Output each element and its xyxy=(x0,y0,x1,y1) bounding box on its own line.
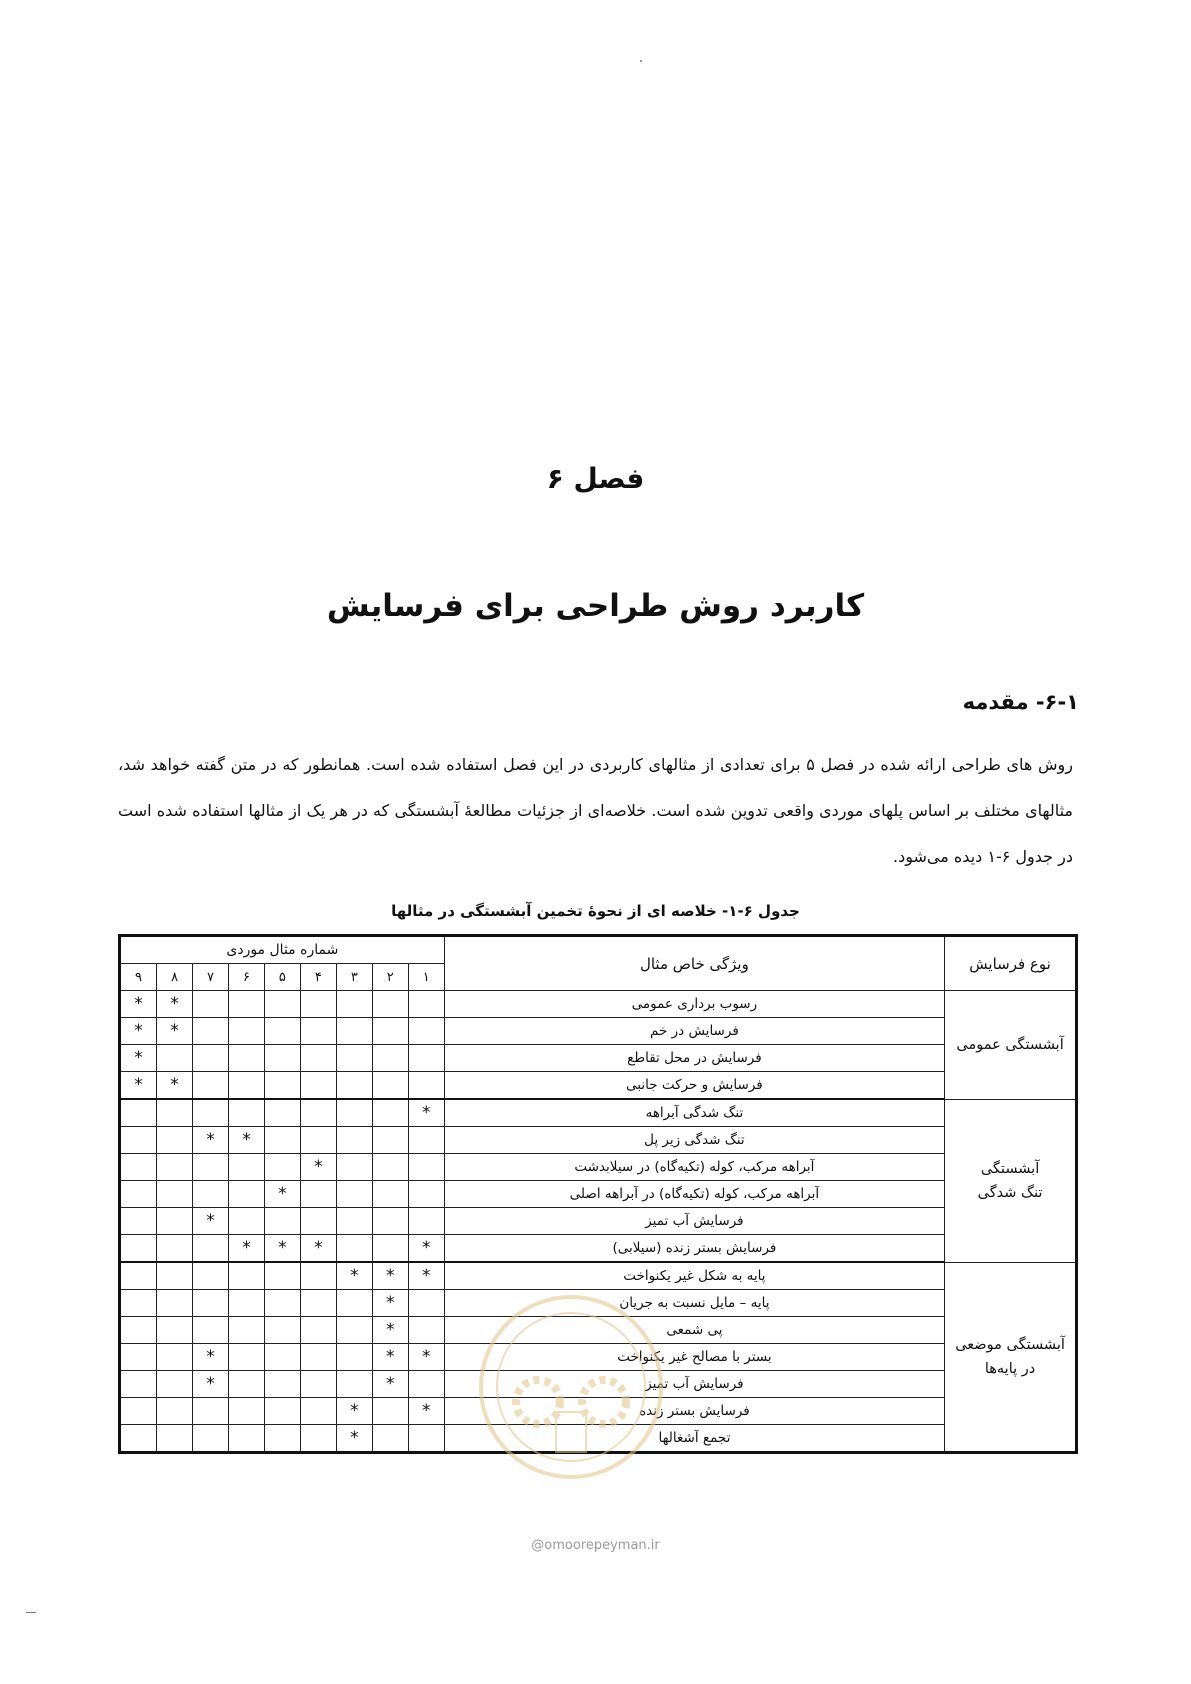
example-empty-cell xyxy=(264,1371,300,1398)
example-empty-cell xyxy=(408,1154,444,1181)
example-empty-cell xyxy=(193,1235,229,1263)
example-feature-cell: فرسایش بستر زنده xyxy=(444,1398,944,1425)
example-empty-cell xyxy=(372,1425,408,1453)
example-empty-cell xyxy=(193,1018,229,1045)
example-empty-cell xyxy=(372,1235,408,1263)
example-empty-cell xyxy=(408,1127,444,1154)
example-mark-star: * xyxy=(264,1181,300,1208)
example-empty-cell xyxy=(120,1181,157,1208)
example-empty-cell xyxy=(300,1127,336,1154)
example-mark-star: * xyxy=(300,1235,336,1263)
watermark-site xyxy=(0,1538,1191,1553)
example-empty-cell xyxy=(300,1208,336,1235)
example-empty-cell xyxy=(157,1235,193,1263)
example-empty-cell xyxy=(372,1181,408,1208)
example-empty-cell xyxy=(264,1208,300,1235)
example-mark-star: * xyxy=(193,1127,229,1154)
example-empty-cell xyxy=(193,1099,229,1127)
watermark-site-text: omoorepeyman.ir xyxy=(544,1538,660,1553)
scour-type-cell xyxy=(945,1099,1077,1262)
example-mark-star: * xyxy=(193,1344,229,1371)
example-empty-cell xyxy=(157,1208,193,1235)
scan-speck xyxy=(640,60,642,62)
table-row xyxy=(120,1154,1077,1181)
example-feature-cell: تنگ شدگی زیر پل xyxy=(444,1127,944,1154)
example-empty-cell xyxy=(336,1127,372,1154)
example-empty-cell xyxy=(264,1290,300,1317)
example-empty-cell xyxy=(408,1425,444,1453)
example-empty-cell xyxy=(228,991,264,1018)
example-feature-cell: پایه به شکل غیر یکنواخت xyxy=(444,1262,944,1290)
section-heading: ۶-۱- مقدمه xyxy=(962,690,1079,714)
example-empty-cell xyxy=(228,1208,264,1235)
example-mark-star: * xyxy=(300,1154,336,1181)
example-mark-star: * xyxy=(120,991,157,1018)
example-empty-cell xyxy=(336,1099,372,1127)
scour-type-line: آبشستگی موضعی xyxy=(955,1336,1065,1353)
example-empty-cell xyxy=(300,991,336,1018)
example-empty-cell xyxy=(228,1344,264,1371)
example-empty-cell xyxy=(300,1018,336,1045)
example-empty-cell xyxy=(336,1045,372,1072)
example-feature-cell: تجمع آشغالها xyxy=(444,1425,944,1453)
example-feature-cell: آبراهه مرکب، کوله (تکیه‌گاه) در آبراهه اصلی xyxy=(444,1181,944,1208)
header-example-3: ۳ xyxy=(336,964,372,991)
example-feature-cell: پی شمعی xyxy=(444,1317,944,1344)
example-empty-cell xyxy=(228,1371,264,1398)
example-empty-cell xyxy=(120,1127,157,1154)
example-mark-star: * xyxy=(408,1398,444,1425)
header-example-feature: ویژگی خاص مثال xyxy=(444,936,944,991)
stamp-gear-right xyxy=(582,1380,626,1424)
example-empty-cell xyxy=(120,1208,157,1235)
example-empty-cell xyxy=(300,1072,336,1100)
example-empty-cell xyxy=(193,1154,229,1181)
example-mark-star: * xyxy=(120,1072,157,1100)
example-empty-cell xyxy=(193,1181,229,1208)
table-row xyxy=(120,1127,1077,1154)
example-feature-cell: پایه – مایل نسبت به جریان xyxy=(444,1290,944,1317)
example-empty-cell xyxy=(372,1018,408,1045)
example-empty-cell xyxy=(372,991,408,1018)
example-empty-cell xyxy=(336,1290,372,1317)
example-empty-cell xyxy=(157,1045,193,1072)
at-sign-icon: @ xyxy=(531,1538,545,1553)
example-empty-cell xyxy=(157,1154,193,1181)
example-mark-star: * xyxy=(336,1398,372,1425)
example-feature-cell: فرسایش بستر زنده (سیلابی) xyxy=(444,1235,944,1263)
table-row xyxy=(120,1181,1077,1208)
example-mark-star: * xyxy=(157,1072,193,1100)
example-feature-cell: تنگ شدگی آبراهه xyxy=(444,1099,944,1127)
example-empty-cell xyxy=(193,1290,229,1317)
example-empty-cell xyxy=(264,1344,300,1371)
header-example-9: ۹ xyxy=(120,964,157,991)
example-empty-cell xyxy=(157,1127,193,1154)
example-empty-cell xyxy=(264,1099,300,1127)
example-mark-star: * xyxy=(372,1262,408,1290)
intro-paragraph: روش های طراحی ارائه شده در فصل ۵ برای تعدادی از مثالهای کاربردی در این فصل استفاده شده است. همانطور که در متن گفته خواهد شد، مثالهای مختلف بر اساس پلهای موردی واقعی تدوین شده است. خلاصه‌ای از جزئیات مطالعهٔ آبشستگی که در هر یک از مثالها استفاده شده است در جدول ۶-۱ دیده می‌شود. xyxy=(118,755,1074,866)
example-empty-cell xyxy=(228,1072,264,1100)
example-empty-cell xyxy=(264,1072,300,1100)
stamp-gear-left xyxy=(516,1380,560,1424)
header-scour-type: نوع فرسایش xyxy=(945,936,1077,991)
example-empty-cell xyxy=(408,1208,444,1235)
table-row xyxy=(120,991,1077,1018)
example-empty-cell xyxy=(120,1344,157,1371)
example-empty-cell xyxy=(120,1154,157,1181)
example-empty-cell xyxy=(264,1262,300,1290)
example-feature-cell: بستر با مصالح غیر یکنواخت xyxy=(444,1344,944,1371)
chapter-label: فصل ۶ xyxy=(546,462,645,495)
header-example-7: ۷ xyxy=(193,964,229,991)
header-example-4: ۴ xyxy=(300,964,336,991)
example-empty-cell xyxy=(228,1290,264,1317)
scour-type-line: تنگ شدگی xyxy=(977,1184,1043,1201)
example-empty-cell xyxy=(264,1425,300,1453)
example-empty-cell xyxy=(264,991,300,1018)
example-empty-cell xyxy=(408,1018,444,1045)
example-empty-cell xyxy=(157,1371,193,1398)
header-example-5: ۵ xyxy=(264,964,300,991)
example-empty-cell xyxy=(336,1235,372,1263)
example-empty-cell xyxy=(157,1099,193,1127)
example-empty-cell xyxy=(264,1018,300,1045)
example-mark-star: * xyxy=(408,1235,444,1263)
example-empty-cell xyxy=(336,1154,372,1181)
example-empty-cell xyxy=(372,1045,408,1072)
example-empty-cell xyxy=(300,1045,336,1072)
example-empty-cell xyxy=(228,1045,264,1072)
example-empty-cell xyxy=(408,1290,444,1317)
example-feature-cell: فرسایش و حرکت جانبی xyxy=(444,1072,944,1100)
example-empty-cell xyxy=(264,1398,300,1425)
example-empty-cell xyxy=(120,1099,157,1127)
example-empty-cell xyxy=(157,1290,193,1317)
example-empty-cell xyxy=(336,1371,372,1398)
scour-type-cell xyxy=(945,1262,1077,1453)
scour-type-line: در پایه‌ها xyxy=(984,1360,1036,1377)
example-empty-cell xyxy=(157,1317,193,1344)
example-mark-star: * xyxy=(157,1018,193,1045)
example-empty-cell xyxy=(120,1398,157,1425)
example-empty-cell xyxy=(300,1317,336,1344)
example-mark-star: * xyxy=(120,1018,157,1045)
example-empty-cell xyxy=(336,1208,372,1235)
stamp-outer-ring xyxy=(481,1297,661,1477)
example-mark-star: * xyxy=(408,1262,444,1290)
header-example-2: ۲ xyxy=(372,964,408,991)
example-feature-cell: آبراهه مرکب، کوله (تکیه‌گاه) در سیلابدشت xyxy=(444,1154,944,1181)
table-row xyxy=(120,1235,1077,1263)
table-row xyxy=(120,1018,1077,1045)
example-empty-cell xyxy=(193,991,229,1018)
table-row xyxy=(120,1208,1077,1235)
example-empty-cell xyxy=(120,1262,157,1290)
table-row xyxy=(120,1045,1077,1072)
example-empty-cell xyxy=(408,1072,444,1100)
example-empty-cell xyxy=(120,1425,157,1453)
example-empty-cell xyxy=(228,1398,264,1425)
example-empty-cell xyxy=(336,1181,372,1208)
example-empty-cell xyxy=(193,1045,229,1072)
example-empty-cell xyxy=(120,1317,157,1344)
example-mark-star: * xyxy=(264,1235,300,1263)
example-feature-cell: رسوب برداری عمومی xyxy=(444,991,944,1018)
table-caption: جدول ۶-۱- خلاصه ای از نحوهٔ تخمین آبشستگی در مثالها xyxy=(391,902,800,920)
example-mark-star: * xyxy=(372,1371,408,1398)
example-empty-cell xyxy=(193,1262,229,1290)
example-mark-star: * xyxy=(193,1208,229,1235)
example-empty-cell xyxy=(228,1154,264,1181)
example-feature-cell: فرسایش در خم xyxy=(444,1018,944,1045)
scour-type-line: آبشستگی عمومی xyxy=(956,1036,1064,1053)
example-mark-star: * xyxy=(408,1344,444,1371)
watermark-stamp xyxy=(476,1292,666,1482)
example-mark-star: * xyxy=(228,1127,264,1154)
example-empty-cell xyxy=(408,1371,444,1398)
example-empty-cell xyxy=(300,1344,336,1371)
example-empty-cell xyxy=(157,1425,193,1453)
example-empty-cell xyxy=(408,1317,444,1344)
header-example-numbers: شماره مثال موردی xyxy=(120,936,445,964)
example-empty-cell xyxy=(336,1317,372,1344)
example-empty-cell xyxy=(264,1127,300,1154)
example-empty-cell xyxy=(228,1425,264,1453)
scour-type-cell xyxy=(945,991,1077,1100)
example-mark-star: * xyxy=(120,1045,157,1072)
example-empty-cell xyxy=(372,1154,408,1181)
header-example-8: ۸ xyxy=(157,964,193,991)
example-empty-cell xyxy=(264,1317,300,1344)
example-empty-cell xyxy=(372,1398,408,1425)
example-mark-star: * xyxy=(408,1099,444,1127)
example-empty-cell xyxy=(300,1371,336,1398)
table-row xyxy=(120,1099,1077,1127)
example-mark-star: * xyxy=(228,1235,264,1263)
example-empty-cell xyxy=(228,1317,264,1344)
example-empty-cell xyxy=(372,1208,408,1235)
example-empty-cell xyxy=(157,1398,193,1425)
example-empty-cell xyxy=(228,1018,264,1045)
example-empty-cell xyxy=(372,1099,408,1127)
example-empty-cell xyxy=(300,1290,336,1317)
header-example-6: ۶ xyxy=(228,964,264,991)
example-feature-cell: فرسایش آب تمیز xyxy=(444,1208,944,1235)
example-empty-cell xyxy=(228,1181,264,1208)
example-empty-cell xyxy=(120,1371,157,1398)
example-empty-cell xyxy=(336,1344,372,1371)
example-mark-star: * xyxy=(193,1371,229,1398)
example-empty-cell xyxy=(120,1290,157,1317)
example-empty-cell xyxy=(408,1181,444,1208)
example-empty-cell xyxy=(120,1235,157,1263)
example-mark-star: * xyxy=(372,1317,408,1344)
example-empty-cell xyxy=(408,1045,444,1072)
chapter-title: کاربرد روش طراحی برای فرسایش xyxy=(326,588,865,624)
example-empty-cell xyxy=(157,1344,193,1371)
example-empty-cell xyxy=(300,1398,336,1425)
example-empty-cell xyxy=(193,1398,229,1425)
example-empty-cell xyxy=(336,991,372,1018)
example-empty-cell xyxy=(300,1099,336,1127)
example-empty-cell xyxy=(228,1099,264,1127)
example-mark-star: * xyxy=(336,1262,372,1290)
stamp-grid xyxy=(556,1412,586,1452)
example-empty-cell xyxy=(408,991,444,1018)
example-mark-star: * xyxy=(372,1290,408,1317)
scour-type-line: آبشستگی xyxy=(980,1160,1040,1177)
scan-mark xyxy=(26,1612,36,1613)
example-feature-cell: فرسایش در محل تقاطع xyxy=(444,1045,944,1072)
example-mark-star: * xyxy=(372,1344,408,1371)
header-example-1: ۱ xyxy=(408,964,444,991)
table-row xyxy=(120,1072,1077,1100)
example-empty-cell xyxy=(336,1018,372,1045)
example-empty-cell xyxy=(300,1425,336,1453)
example-empty-cell xyxy=(193,1425,229,1453)
table-row xyxy=(120,1262,1077,1290)
example-empty-cell xyxy=(300,1181,336,1208)
example-empty-cell xyxy=(336,1072,372,1100)
example-empty-cell xyxy=(372,1127,408,1154)
example-mark-star: * xyxy=(336,1425,372,1453)
example-empty-cell xyxy=(157,1181,193,1208)
example-empty-cell xyxy=(193,1317,229,1344)
example-empty-cell xyxy=(157,1262,193,1290)
example-feature-cell: فرسایش آب تمیز xyxy=(444,1371,944,1398)
example-empty-cell xyxy=(193,1072,229,1100)
example-mark-star: * xyxy=(157,991,193,1018)
example-empty-cell xyxy=(372,1072,408,1100)
example-empty-cell xyxy=(264,1154,300,1181)
example-empty-cell xyxy=(228,1262,264,1290)
example-empty-cell xyxy=(264,1045,300,1072)
example-empty-cell xyxy=(300,1262,336,1290)
